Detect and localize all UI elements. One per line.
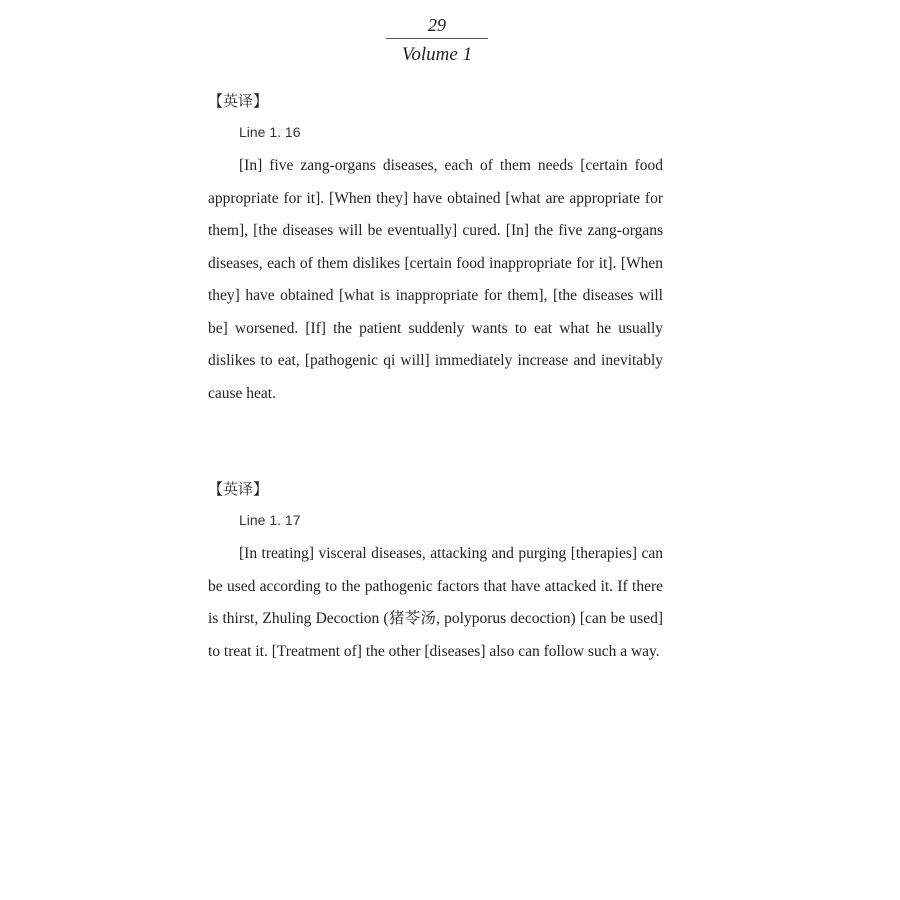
section-heading: 【英译】 [208,480,269,498]
header-divider [386,38,488,39]
volume-title: Volume 1 [401,44,473,65]
page-header [386,14,488,67]
translation-section [208,478,663,668]
line-reference: Line 1. 16 [239,124,301,140]
page-number: 29 [428,15,446,35]
line-reference: Line 1. 17 [239,512,301,528]
section-heading: 【英译】 [208,92,269,110]
translation-paragraph: [In treating] visceral diseases, attacking and purging [therapies] can be used according to the pathogenic factors that have attacked it. If there is thirst, Zhuling Decoction (猪苓汤, polyporus decoction) [can be used] to treat it. [Treatment of] the other [diseases] also can follow such a way. [208,545,663,660]
translation-paragraph: [In] five zang-organs diseases, each of them needs [certain food appropriate for it]. [When they] have obtained [what are appropriate for them], [the diseases will be eventually] cured. [In] the five zang-organs diseases, each of them dislikes [certain food inappropriate for it]. [When they] have obtained [what is inappropriate for them], [the diseases will be] worsened. [If] the patient suddenly wants to eat what he usually dislikes to eat, [pathogenic qi will] immediately increase and inevitably cause heat. [208,157,663,402]
translation-section [208,90,663,410]
